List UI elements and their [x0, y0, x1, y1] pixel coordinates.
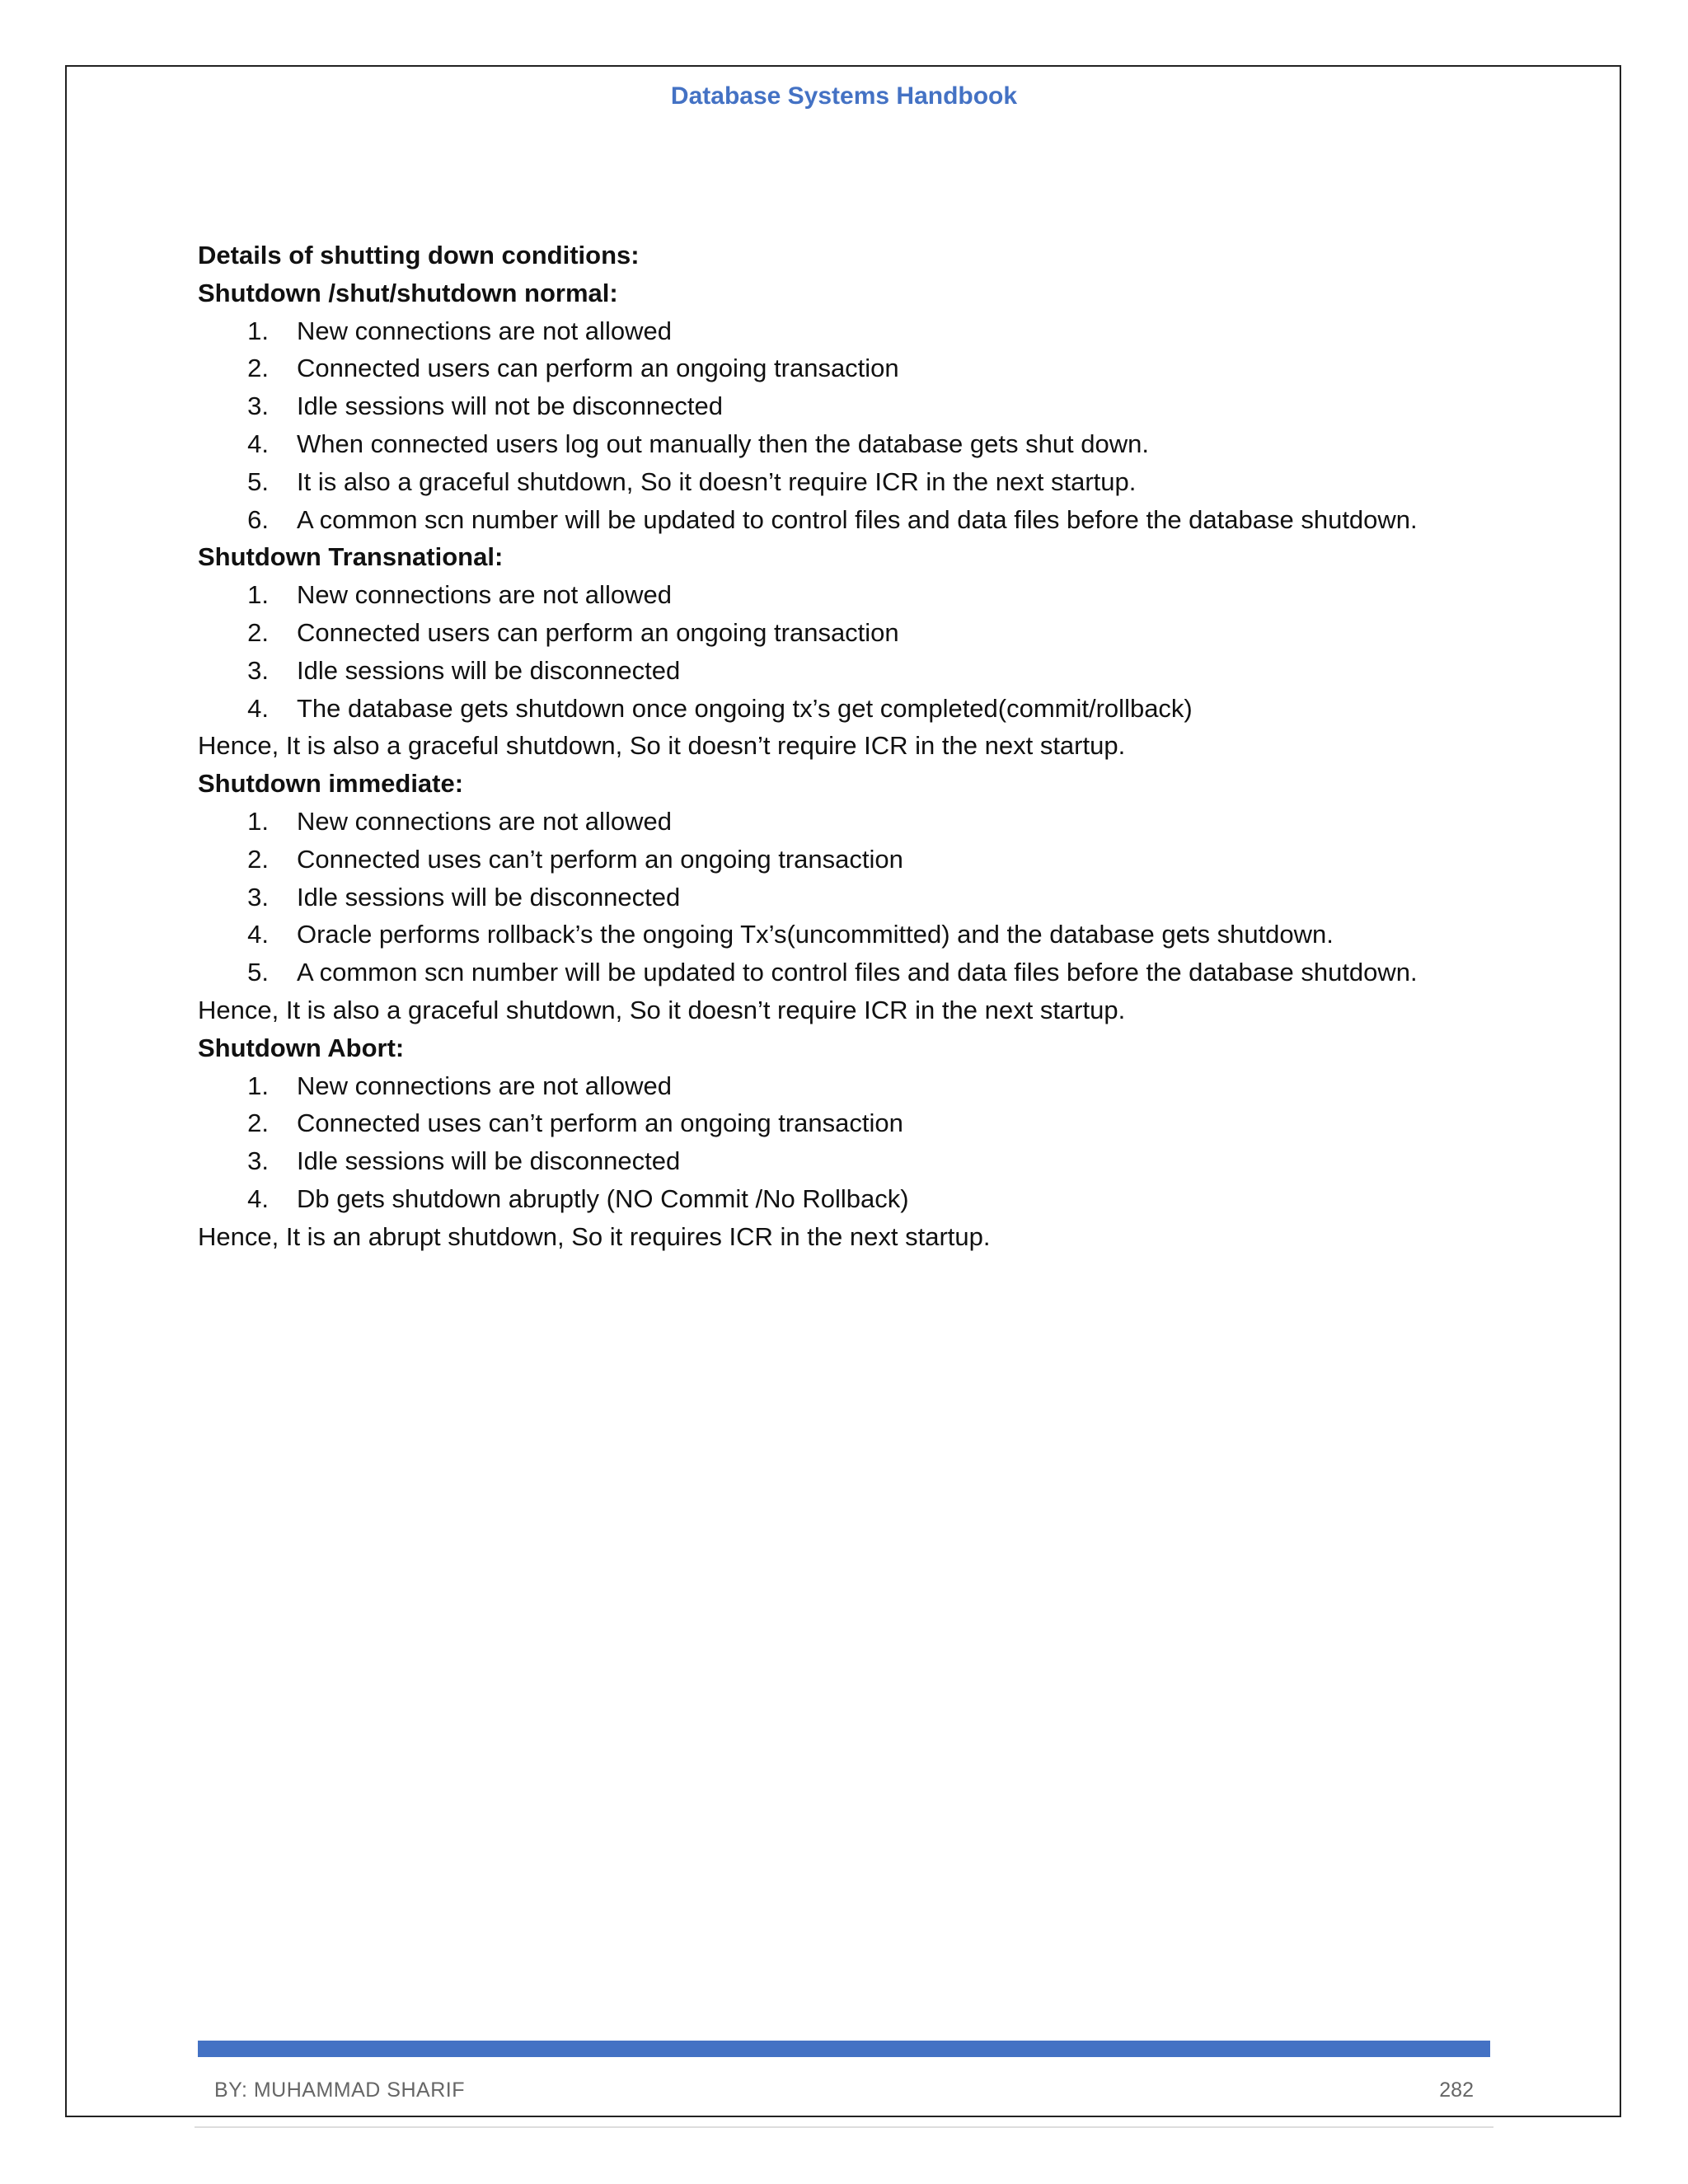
list-item	[198, 1067, 1517, 1105]
section-immediate-heading: Shutdown immediate:	[198, 769, 464, 799]
list-item-number: 4.	[247, 920, 269, 949]
list-item-text: When connected users log out manually then the database gets shut down.	[297, 429, 1150, 458]
list-item-number: 1.	[247, 806, 269, 836]
list-item-text: A common scn number will be updated to control files and data files before the database shutdown.	[297, 958, 1418, 987]
section-abort-heading: Shutdown Abort:	[198, 1033, 405, 1062]
list-item-number: 2.	[247, 354, 269, 383]
list-item-text: Connected users can perform an ongoing transaction	[297, 617, 899, 647]
list-item	[198, 690, 1517, 728]
list-item	[198, 916, 1517, 954]
list-item	[198, 1104, 1517, 1142]
list-item	[198, 841, 1517, 879]
list-item-text: Oracle performs rollback’s the ongoing Tx’s(uncommitted) and the database gets shutdown.	[297, 920, 1334, 949]
list-item-number: 1.	[247, 316, 269, 345]
list-item-number: 2.	[247, 844, 269, 874]
list-item-text: New connections are not allowed	[297, 1071, 672, 1100]
section-normal-heading: Shutdown /shut/shutdown normal:	[198, 278, 618, 307]
list-item-number: 6.	[247, 504, 269, 534]
section-normal-list	[198, 312, 1517, 539]
list-item-text: New connections are not allowed	[297, 316, 672, 345]
page-header-title: Database Systems Handbook	[670, 82, 1018, 110]
intro-heading: Details of shutting down conditions:	[198, 241, 640, 269]
list-item-text: Idle sessions will be disconnected	[297, 882, 681, 912]
list-item-text: New connections are not allowed	[297, 806, 672, 836]
list-item-number: 2.	[247, 1108, 269, 1138]
list-item-text: Idle sessions will be disconnected	[297, 1146, 681, 1176]
list-item	[198, 803, 1517, 841]
section-transactional-note: Hence, It is also a graceful shutdown, So it doesn’t require ICR in the next startup.	[198, 731, 1126, 761]
list-item-number: 4.	[247, 1183, 269, 1213]
list-item-number: 5.	[247, 958, 269, 987]
list-item	[198, 1142, 1517, 1180]
list-item-number: 4.	[247, 429, 269, 458]
section-abort-list	[198, 1067, 1517, 1218]
list-item	[198, 501, 1517, 539]
list-item-text: Connected uses can’t perform an ongoing transaction	[297, 844, 903, 874]
bottom-divider	[195, 2126, 1493, 2128]
list-item-number: 3.	[247, 882, 269, 912]
list-item-text: Idle sessions will be disconnected	[297, 655, 681, 685]
list-item-text: The database gets shutdown once ongoing tx’s get completed(commit/rollback)	[297, 693, 1193, 723]
list-item-number: 3.	[247, 1146, 269, 1176]
section-immediate-list	[198, 803, 1517, 991]
list-item	[198, 349, 1517, 387]
section-transactional-list	[198, 576, 1517, 727]
list-item-text: Idle sessions will not be disconnected	[297, 391, 723, 421]
list-item-number: 1.	[247, 1071, 269, 1100]
list-item	[198, 652, 1517, 690]
footer-author: BY: MUHAMMAD SHARIF	[214, 2079, 465, 2102]
list-item-number: 2.	[247, 617, 269, 647]
list-item-number: 5.	[247, 466, 269, 496]
list-item-text: Db gets shutdown abruptly (NO Commit /No Rollback)	[297, 1183, 909, 1213]
list-item-text: A common scn number will be updated to control files and data files before the database shutdown.	[297, 504, 1418, 534]
document-body	[198, 237, 1517, 1256]
section-transactional-heading: Shutdown Transnational:	[198, 542, 504, 572]
footer-page-number: 282	[1439, 2079, 1474, 2102]
section-immediate-note: Hence, It is also a graceful shutdown, So it doesn’t require ICR in the next startup.	[198, 995, 1126, 1024]
list-item-text: New connections are not allowed	[297, 580, 672, 610]
list-item	[198, 1180, 1517, 1218]
list-item-number: 4.	[247, 693, 269, 723]
list-item	[198, 576, 1517, 614]
list-item-text: Connected uses can’t perform an ongoing transaction	[297, 1108, 903, 1138]
section-abort-note: Hence, It is an abrupt shutdown, So it requires ICR in the next startup.	[198, 1221, 991, 1251]
list-item	[198, 614, 1517, 652]
list-item	[198, 879, 1517, 916]
list-item	[198, 463, 1517, 501]
list-item-text: It is also a graceful shutdown, So it doesn’t require ICR in the next startup.	[297, 466, 1137, 496]
list-item	[198, 954, 1517, 991]
list-item-number: 3.	[247, 391, 269, 421]
footer-accent-bar	[198, 2041, 1490, 2057]
list-item-number: 3.	[247, 655, 269, 685]
list-item	[198, 312, 1517, 350]
list-item	[198, 387, 1517, 425]
list-item-number: 1.	[247, 580, 269, 610]
list-item-text: Connected users can perform an ongoing transaction	[297, 354, 899, 383]
list-item	[198, 425, 1517, 463]
